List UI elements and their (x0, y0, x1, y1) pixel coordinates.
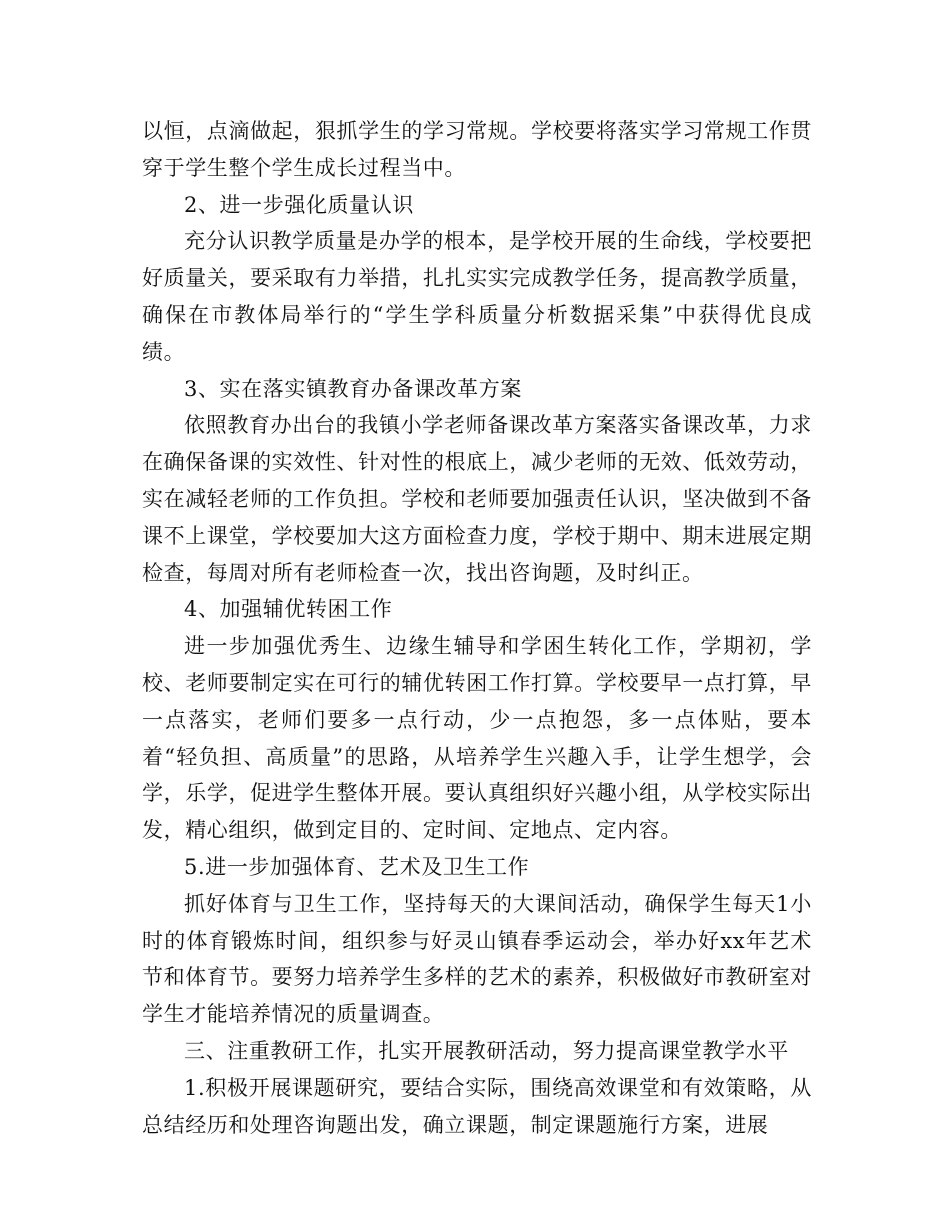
document-body (142, 113, 812, 1143)
paragraph-1: 以恒，点滴做起，狠抓学生的学习常规。学校要将落实学习常规工作贯穿于学生整个学生成长过程当中。 (142, 119, 812, 180)
paragraph-tutoring: 进一步加强优秀生、边缘生辅导和学困生转化工作，学期初，学校、老师要制定实在可行的辅优转困工作打算。学校要早一点打算，早一点落实，老师们要多一点行动，少一点抱怨，多一点体贴，要本着“轻负担、高质量”的思路，从培养学生兴趣入手，让学生想学，会学，乐学，促进学生整体开展。要认真组织好兴趣小组，从学校实际出发，精心组织，做到定目的、定时间、定地点、定内容。 (142, 634, 812, 843)
section-3-heading: 三、注重教研工作，扎实开展教研活动，努力提高课堂教学水平 (184, 1038, 789, 1063)
paragraph-sports-art: 抓好体育与卫生工作，坚持每天的大课间活动，确保学生每天1小时的体育锻炼时间，组织参与好灵山镇春季运动会，举办好xx年艺术节和体育节。要努力培养学生多样的艺术的素养，积极做好市教研室对学生才能培养情况的质量调查。 (142, 891, 812, 1027)
heading-5-sports-art: 5.进一步加强体育、艺术及卫生工作 (184, 854, 530, 879)
paragraph-quality: 充分认识教学质量是办学的根本，是学校开展的生命线，学校要把好质量关，要采取有力举措，扎扎实实完成教学任务，提高教学质量，确保在市教体局举行的“学生学科质量分析数据采集”中获得优良成绩。 (142, 229, 812, 364)
paragraph-research: 1.积极开展课题研究，要结合实际，围绕高效课堂和有效策略，从总结经历和处理咨询题出发，确立课题，制定课题施行方案，进展 (142, 1075, 812, 1137)
heading-2-quality: 2、进一步强化质量认识 (184, 192, 414, 217)
heading-3-lesson-prep: 3、实在落实镇教育办备课改革方案 (184, 376, 522, 401)
heading-4-tutoring: 4、加强辅优转困工作 (184, 597, 393, 622)
paragraph-lesson-prep: 依照教育办出台的我镇小学老师备课改革方案落实备课改革，力求在确保备课的实效性、针对性的根底上，减少老师的无效、低效劳动，实在减轻老师的工作负担。学校和老师要加强责任认识，坚决做到不备课不上课堂，学校要加大这方面检查力度，学校于期中、期末进展定期检查，每周对所有老师检查一次，找出咨询题，及时纠正。 (142, 413, 812, 585)
